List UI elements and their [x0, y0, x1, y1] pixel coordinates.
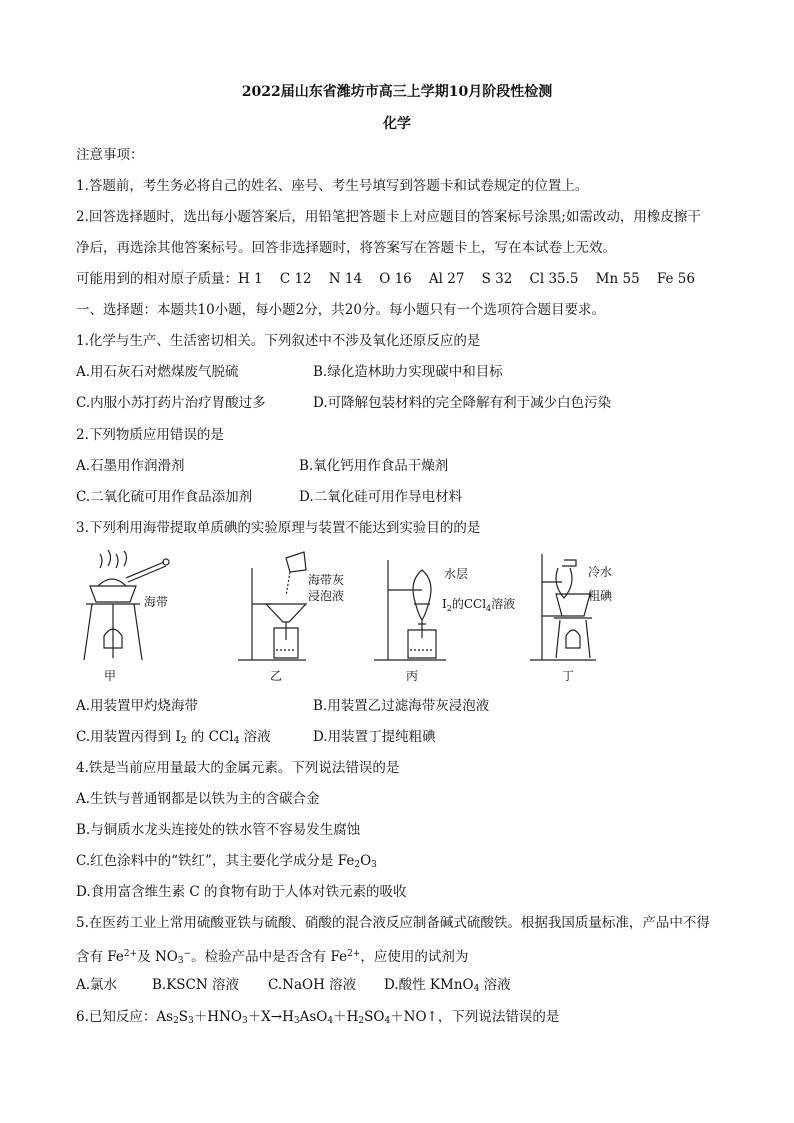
q2-stem: 2.下列物质应用错误的是: [76, 427, 224, 443]
label-ding: 丁: [562, 669, 575, 683]
q4-stem: 4.铁是当前应用量最大的金属元素。下列说法错误的是: [76, 760, 400, 776]
label-i2-ccl4: $I_2$的CCl$_4$溶液: [442, 597, 516, 613]
q1-option-b: B.绿化造林助力实现碳中和目标: [313, 364, 503, 380]
q2-option-b: B.氧化钙用作食品干燥剂: [299, 458, 449, 474]
notes-heading: 注意事项：: [76, 147, 144, 163]
label-bing: 丙: [406, 669, 419, 683]
label-haidai: 海带: [144, 595, 169, 609]
q3-option-b: B.用装置乙过滤海带灰浸泡液: [313, 698, 490, 714]
q3-option-a: A.用装置甲灼烧海带: [76, 698, 199, 714]
q5-stem-line2: 含有 $Fe^{2+}$及 $NO_3^-$。检验产品中是否含有 $Fe^{2+}$，应使用的试剂为: [76, 949, 469, 966]
q5-option-a: A.氯水: [76, 977, 118, 993]
apparatus-bing: [374, 560, 446, 660]
q5-option-b: B.KSCN 溶液: [152, 977, 239, 993]
q2-option-c: C.二氧化硫可用作食品添加剂: [76, 489, 253, 505]
apparatus-yi: [238, 552, 306, 660]
apparatus-ding: [530, 554, 596, 660]
q4-option-c: C.红色涂料中的“铁红”，其主要化学成分是 $Fe_2O_3$: [76, 853, 377, 870]
q5-option-d: D.酸性 KMnO$_4$ 溶液: [384, 977, 511, 994]
label-yi-line1: 海带灰: [308, 573, 345, 587]
q6-stem: 6.已知反应：$As_2S_3+HNO_3+X\to H_3AsO_4+H_2SO_4+NO↑$，下列说法错误的是: [76, 1009, 560, 1026]
label-lengshui: 冷水: [588, 565, 613, 579]
note-1: 1.答题前，考生务必将自己的姓名、座号、考生号填写到答题卡和试卷规定的位置上。: [76, 178, 589, 194]
q4-option-a: A.生铁与普通钢都是以铁为主的含碳合金: [76, 791, 320, 807]
q1-stem: 1.化学与生产、生活密切相关。下列叙述中不涉及氧化还原反应的是: [76, 333, 481, 349]
label-yi-line2: 浸泡液: [308, 589, 345, 603]
q2-option-a: A.石墨用作润滑剂: [76, 458, 185, 474]
note-2-line2: 净后，再选涂其他答案标号。回答非选择题时，将答案写在答题卡上，写在本试卷上无效。: [76, 240, 616, 256]
q2-option-d: D.二氧化硅可用作导电材料: [299, 489, 463, 505]
q3-option-c: C.用装置丙得到 $I_2$ 的 CCl$_4$ 溶液: [76, 729, 271, 746]
label-cudian: 粗碘: [588, 589, 613, 603]
label-jia: 甲: [104, 669, 117, 683]
paper-title: 2022届山东省潍坊市高三上学期10月阶段性检测: [241, 84, 553, 100]
q4-option-b: B.与铜质水龙头连接处的铁水管不容易发生腐蚀: [76, 822, 361, 838]
atomic-masses: 可能用到的相对原子质量：H 1 C 12 N 14 O 16 Al 27 S 32 Cl 35.5 Mn 55 Fe 56: [76, 271, 695, 287]
subject-title: 化学: [383, 116, 411, 132]
q1-option-d: D.可降解包装材料的完全降解有利于减少白色污染: [313, 395, 612, 411]
q1-option-c: C.内服小苏打药片治疗胃酸过多: [76, 395, 266, 411]
q3-stem: 3.下列利用海带提取单质碘的实验原理与装置不能达到实验目的的是: [76, 520, 481, 536]
q3-option-d: D.用装置丁提纯粗碘: [313, 729, 436, 745]
label-yi: 乙: [270, 669, 283, 683]
apparatus-figure: [76, 548, 636, 688]
section-heading: 一、选择题：本题共10小题，每小题2分，共20分。每小题只有一个选项符合题目要求。: [76, 302, 605, 318]
note-2-line1: 2.回答选择题时，选出每小题答案后，用铅笔把答题卡上对应题目的答案标号涂黑;如需改动，用橡皮擦干: [76, 209, 701, 225]
q1-option-a: A.用石灰石对燃煤废气脱硫: [76, 364, 239, 380]
q5-stem-line1: 5.在医药工业上常用硫酸亚铁与硫酸、硝酸的混合液反应制备碱式硫酸铁。根据我国质量标准，产品中不得: [76, 915, 710, 931]
q5-option-c: C.NaOH 溶液: [268, 977, 357, 993]
q4-option-d: D.食用富含维生素 C 的食物有助于人体对铁元素的吸收: [76, 884, 407, 900]
label-shuiceng: 水层: [444, 567, 469, 581]
